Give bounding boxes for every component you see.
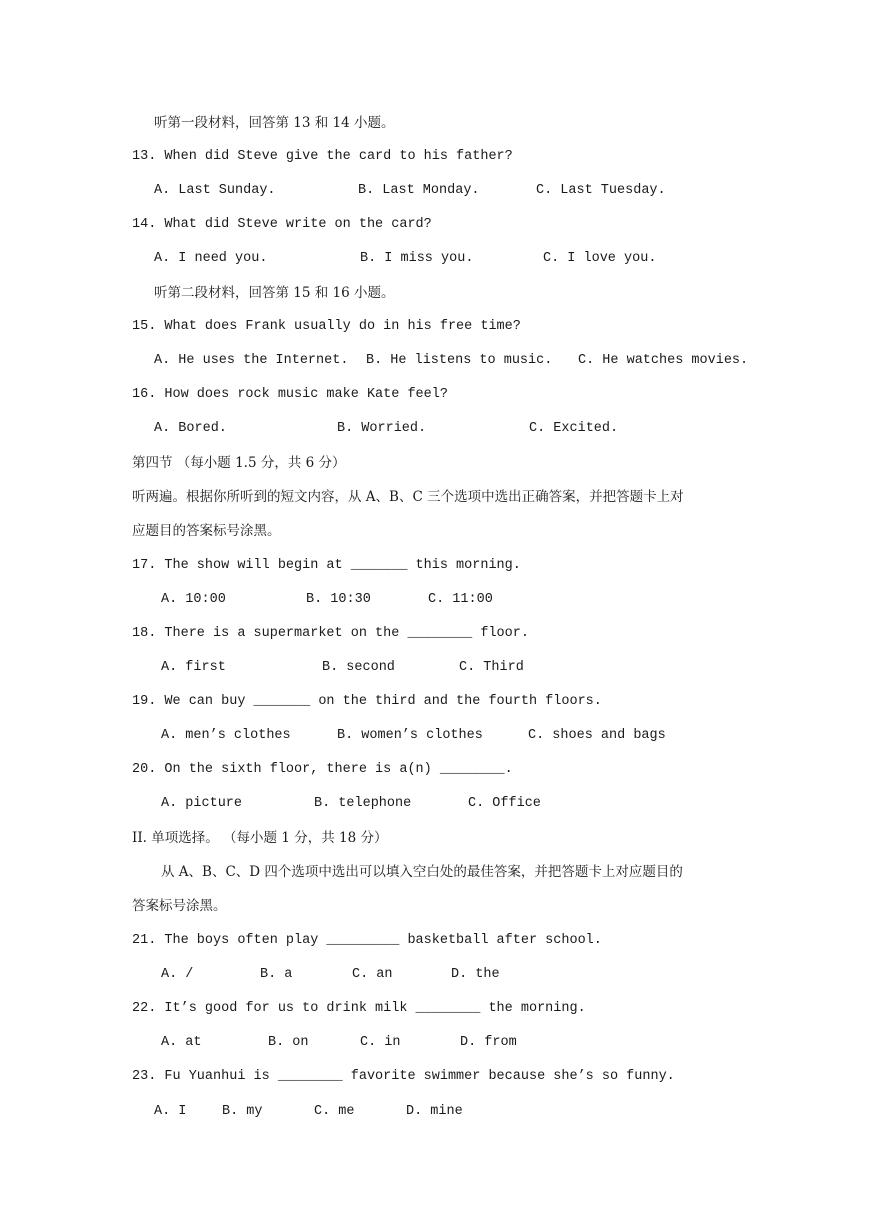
answer-option: C. Third <box>459 660 524 675</box>
answer-option: B. on <box>268 1035 309 1050</box>
section-instruction: II. 单项选择。 （每小题 1 分，共 18 分） <box>132 830 388 846</box>
answer-option: D. from <box>460 1035 517 1050</box>
answer-option: A. at <box>161 1035 202 1050</box>
answer-option: A. / <box>161 967 194 982</box>
question-text: 16. How does rock music make Kate feel? <box>132 387 448 402</box>
answer-option: C. He watches movies. <box>578 353 749 368</box>
answer-option: D. the <box>451 967 500 982</box>
answer-option: A. picture <box>161 796 243 811</box>
section-instruction: 答案标号涂黑。 <box>132 898 227 914</box>
answer-option: B. a <box>260 967 293 982</box>
answer-option: B. second <box>322 660 395 675</box>
answer-option: C. in <box>360 1035 401 1050</box>
question-text: 23. Fu Yuanhui is ________ favorite swimmer because she’s so funny. <box>132 1069 675 1084</box>
answer-option: A. 10:00 <box>161 592 226 607</box>
answer-option: A. I need you. <box>154 251 268 266</box>
section-instruction: 听第一段材料，回答第 13 和 14 小题。 <box>154 115 395 131</box>
answer-option: D. mine <box>406 1104 463 1119</box>
answer-option: B. Last Monday. <box>358 183 480 198</box>
question-text: 14. What did Steve write on the card? <box>132 217 432 232</box>
answer-option: B. women’s clothes <box>337 728 483 743</box>
answer-option: A. first <box>161 660 226 675</box>
question-text: 22. It’s good for us to drink milk ________ the morning. <box>132 1001 586 1016</box>
answer-option: B. 10:30 <box>306 592 371 607</box>
section-instruction: 应题目的答案标号涂黑。 <box>132 523 281 539</box>
answer-option: C. an <box>352 967 393 982</box>
answer-option: A. Bored. <box>154 421 227 436</box>
answer-option: B. I miss you. <box>360 251 474 266</box>
answer-option: C. I love you. <box>543 251 657 266</box>
section-instruction: 第四节 （每小题 1.5 分，共 6 分） <box>132 455 346 471</box>
question-text: 18. There is a supermarket on the ________ floor. <box>132 626 529 641</box>
answer-option: A. I <box>154 1104 187 1119</box>
answer-option: A. Last Sunday. <box>154 183 276 198</box>
answer-option: C. Office <box>468 796 541 811</box>
answer-option: A. men’s clothes <box>161 728 291 743</box>
question-text: 13. When did Steve give the card to his father? <box>132 149 513 164</box>
answer-option: C. me <box>314 1104 355 1119</box>
answer-option: C. Last Tuesday. <box>536 183 666 198</box>
section-instruction: 听两遍。根据你所听到的短文内容，从 A、B、C 三个选项中选出正确答案，并把答题卡上对 <box>132 489 684 505</box>
question-text: 21. The boys often play _________ basketball after school. <box>132 933 602 948</box>
question-text: 15. What does Frank usually do in his free time? <box>132 319 521 334</box>
answer-option: C. 11:00 <box>428 592 493 607</box>
answer-option: B. my <box>222 1104 263 1119</box>
question-text: 17. The show will begin at _______ this morning. <box>132 558 521 573</box>
answer-option: B. Worried. <box>337 421 427 436</box>
answer-option: A. He uses the Internet. <box>154 353 349 368</box>
answer-option: B. telephone <box>314 796 412 811</box>
answer-option: C. shoes and bags <box>528 728 666 743</box>
section-instruction: 从 A、B、C、D 四个选项中选出可以填入空白处的最佳答案，并把答题卡上对应题目的 <box>161 864 683 880</box>
answer-option: C. Excited. <box>529 421 619 436</box>
question-text: 19. We can buy _______ on the third and the fourth floors. <box>132 694 602 709</box>
answer-option: B. He listens to music. <box>366 353 553 368</box>
question-text: 20. On the sixth floor, there is a(n) ________. <box>132 762 513 777</box>
section-instruction: 听第二段材料，回答第 15 和 16 小题。 <box>154 285 395 301</box>
